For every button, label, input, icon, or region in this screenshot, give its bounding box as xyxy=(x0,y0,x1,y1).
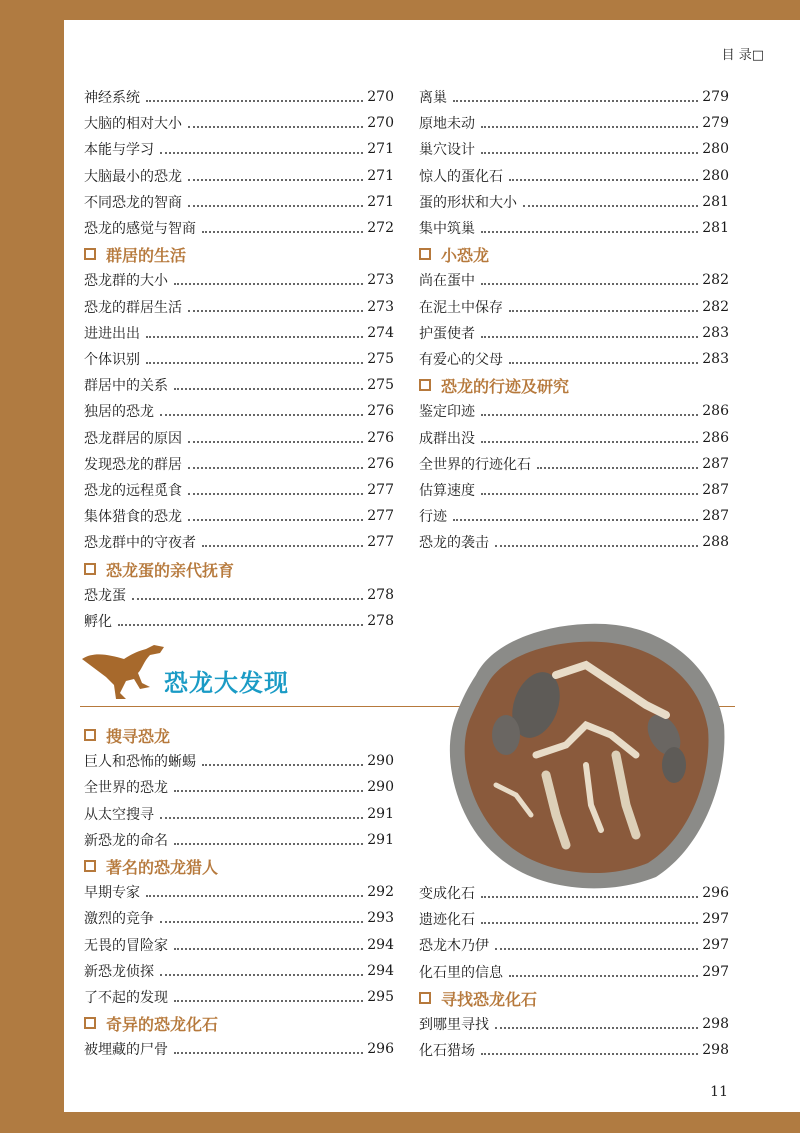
toc-entry-page: 270 xyxy=(367,115,394,131)
toc-entry[interactable] xyxy=(84,136,394,162)
toc-entry-page: 276 xyxy=(367,430,394,446)
section-title: 小恐龙 xyxy=(441,245,490,265)
toc-entry-page: 278 xyxy=(367,613,394,629)
toc-entry-title: 大脑的相对大小 xyxy=(84,116,182,132)
dot-leader xyxy=(174,999,363,1002)
dot-leader xyxy=(160,920,363,923)
toc-section-heading xyxy=(419,372,569,398)
toc-entry-page: 274 xyxy=(367,325,394,341)
toc-entry-title: 化石里的信息 xyxy=(419,965,503,981)
toc-entry[interactable] xyxy=(419,398,729,424)
toc-page xyxy=(64,20,800,1112)
toc-entry[interactable] xyxy=(84,425,394,451)
dot-leader xyxy=(188,492,363,495)
section-title: 恐龙的行迹及研究 xyxy=(441,376,570,396)
toc-entry[interactable] xyxy=(84,1036,394,1062)
toc-entry[interactable] xyxy=(84,748,394,774)
toc-entry[interactable] xyxy=(419,163,729,189)
toc-entry[interactable] xyxy=(419,267,729,293)
toc-entry[interactable] xyxy=(84,503,394,529)
dot-leader xyxy=(202,763,363,766)
dot-leader xyxy=(481,921,698,924)
toc-entry-page: 271 xyxy=(367,141,394,157)
section-box-icon xyxy=(84,1017,96,1029)
toc-entry-page: 279 xyxy=(702,115,729,131)
dot-leader xyxy=(481,335,698,338)
toc-entry-page: 297 xyxy=(702,911,729,927)
toc-entry-page: 292 xyxy=(367,884,394,900)
dot-leader xyxy=(495,1026,698,1029)
toc-entry-title: 发现恐龙的群居 xyxy=(84,457,182,473)
toc-entry-title: 全世界的行迹化石 xyxy=(419,457,531,473)
toc-entry-page: 271 xyxy=(367,194,394,210)
toc-entry[interactable] xyxy=(419,451,729,477)
toc-entry-title: 成群出没 xyxy=(419,431,475,447)
toc-entry[interactable] xyxy=(84,320,394,346)
toc-entry-page: 271 xyxy=(367,168,394,184)
toc-entry[interactable] xyxy=(419,1037,729,1063)
toc-entry-title: 有爱心的父母 xyxy=(419,352,503,368)
toc-entry[interactable] xyxy=(84,827,394,853)
section-box-icon xyxy=(84,248,96,260)
toc-entry-title: 独居的恐龙 xyxy=(84,404,154,420)
toc-entry-page: 294 xyxy=(367,963,394,979)
dot-leader xyxy=(160,151,363,154)
toc-entry-page: 280 xyxy=(702,168,729,184)
toc-entry-page: 288 xyxy=(702,534,729,550)
page-header: 目 录□ xyxy=(721,48,764,63)
toc-entry[interactable] xyxy=(84,801,394,827)
dot-leader xyxy=(174,387,363,390)
dot-leader xyxy=(509,361,698,364)
toc-entry-page: 287 xyxy=(702,456,729,472)
toc-entry[interactable] xyxy=(419,503,729,529)
toc-entry[interactable] xyxy=(84,267,394,293)
toc-entry-page: 286 xyxy=(702,430,729,446)
dot-leader xyxy=(174,789,363,792)
toc-entry-title: 原地未动 xyxy=(419,116,475,132)
dot-leader xyxy=(481,151,698,154)
fossil-nest-photo xyxy=(436,615,728,897)
toc-entry[interactable] xyxy=(84,879,394,905)
dot-leader xyxy=(495,947,698,950)
toc-entry-page: 277 xyxy=(367,508,394,524)
toc-entry[interactable] xyxy=(419,959,729,985)
toc-entry-title: 巨人和恐怖的蜥蜴 xyxy=(84,754,196,770)
dot-leader xyxy=(146,361,363,364)
toc-entry-title: 化石猎场 xyxy=(419,1043,475,1059)
toc-entry-title: 蛋的形状和大小 xyxy=(419,195,517,211)
dot-leader xyxy=(174,1051,363,1054)
toc-entry-title: 恐龙群的大小 xyxy=(84,273,168,289)
toc-entry-title: 估算速度 xyxy=(419,483,475,499)
toc-entry[interactable] xyxy=(419,1011,729,1037)
dot-leader xyxy=(481,230,698,233)
toc-entry-page: 291 xyxy=(367,832,394,848)
toc-entry[interactable] xyxy=(419,110,729,136)
toc-entry-page: 283 xyxy=(702,325,729,341)
toc-entry-page: 273 xyxy=(367,272,394,288)
dot-leader xyxy=(118,623,363,626)
toc-entry[interactable] xyxy=(419,906,729,932)
toc-entry-page: 287 xyxy=(702,508,729,524)
part-title: 恐龙大发现 xyxy=(164,669,289,697)
toc-entry-page: 293 xyxy=(367,910,394,926)
section-box-icon xyxy=(419,248,431,260)
dot-leader xyxy=(188,178,363,181)
toc-entry-title: 变成化石 xyxy=(419,886,475,902)
toc-section-heading xyxy=(84,556,234,582)
toc-entry-title: 恐龙的感觉与智商 xyxy=(84,221,196,237)
dot-leader xyxy=(481,282,698,285)
dot-leader xyxy=(174,282,363,285)
toc-entry[interactable] xyxy=(84,905,394,931)
toc-entry-title: 孵化 xyxy=(84,614,112,630)
toc-entry-page: 287 xyxy=(702,482,729,498)
section-box-icon xyxy=(419,992,431,1004)
dot-leader xyxy=(495,544,698,547)
toc-entry-title: 恐龙的袭击 xyxy=(419,535,489,551)
toc-entry-page: 279 xyxy=(702,89,729,105)
dot-leader xyxy=(202,230,363,233)
toc-entry-page: 277 xyxy=(367,534,394,550)
section-box-icon xyxy=(419,379,431,391)
dot-leader xyxy=(481,125,698,128)
toc-entry[interactable] xyxy=(84,529,394,555)
toc-entry[interactable] xyxy=(419,189,729,215)
toc-entry[interactable] xyxy=(84,608,394,634)
toc-entry-title: 神经系统 xyxy=(84,90,140,106)
toc-entry-page: 281 xyxy=(702,220,729,236)
dot-leader xyxy=(537,466,698,469)
toc-entry[interactable] xyxy=(419,932,729,958)
toc-entry-page: 276 xyxy=(367,403,394,419)
toc-entry-title: 了不起的发现 xyxy=(84,990,168,1006)
toc-entry[interactable] xyxy=(419,215,729,241)
toc-entry-page: 275 xyxy=(367,377,394,393)
toc-entry-title: 本能与学习 xyxy=(84,142,154,158)
toc-entry-page: 295 xyxy=(367,989,394,1005)
toc-section-heading xyxy=(84,1010,218,1036)
toc-entry-title: 恐龙的远程觅食 xyxy=(84,483,182,499)
section-title: 搜寻恐龙 xyxy=(106,726,171,746)
toc-entry[interactable] xyxy=(419,477,729,503)
toc-entry-title: 集中筑巢 xyxy=(419,221,475,237)
toc-entry-title: 激烈的竞争 xyxy=(84,911,154,927)
toc-entry[interactable] xyxy=(419,346,729,372)
page-number: 11 xyxy=(710,1084,728,1100)
toc-entry-page: 272 xyxy=(367,220,394,236)
toc-entry-title: 在泥土中保存 xyxy=(419,300,503,316)
toc-entry[interactable] xyxy=(84,984,394,1010)
toc-entry[interactable] xyxy=(84,932,394,958)
toc-entry-title: 行迹 xyxy=(419,509,447,525)
dot-leader xyxy=(509,178,698,181)
toc-section-heading xyxy=(419,985,537,1011)
toc-entry-title: 恐龙蛋 xyxy=(84,588,126,604)
toc-entry[interactable] xyxy=(84,189,394,215)
dot-leader xyxy=(188,440,363,443)
dot-leader xyxy=(160,973,363,976)
toc-entry[interactable] xyxy=(84,294,394,320)
toc-entry-title: 恐龙木乃伊 xyxy=(419,938,489,954)
dot-leader xyxy=(453,99,698,102)
toc-entry-title: 到哪里寻找 xyxy=(419,1017,489,1033)
dot-leader xyxy=(174,947,363,950)
toc-entry-title: 全世界的恐龙 xyxy=(84,780,168,796)
dot-leader xyxy=(188,466,363,469)
toc-entry-title: 进进出出 xyxy=(84,326,140,342)
toc-entry[interactable] xyxy=(419,425,729,451)
toc-section-heading xyxy=(419,241,489,267)
toc-entry[interactable] xyxy=(419,529,729,555)
toc-entry-page: 296 xyxy=(702,885,729,901)
dot-leader xyxy=(481,895,698,898)
toc-entry[interactable] xyxy=(84,958,394,984)
dot-leader xyxy=(481,1052,698,1055)
section-title: 群居的生活 xyxy=(106,245,187,265)
section-box-icon xyxy=(84,729,96,741)
toc-entry-title: 恐龙的群居生活 xyxy=(84,300,182,316)
toc-entry-page: 296 xyxy=(367,1041,394,1057)
toc-entry-page: 290 xyxy=(367,779,394,795)
section-title: 恐龙蛋的亲代抚育 xyxy=(106,560,235,580)
dot-leader xyxy=(132,597,363,600)
dot-leader xyxy=(174,842,363,845)
toc-entry-page: 281 xyxy=(702,194,729,210)
toc-entry[interactable] xyxy=(84,163,394,189)
toc-entry[interactable] xyxy=(419,136,729,162)
dot-leader xyxy=(146,335,363,338)
toc-entry-title: 惊人的蛋化石 xyxy=(419,169,503,185)
dot-leader xyxy=(160,413,363,416)
toc-entry-page: 275 xyxy=(367,351,394,367)
toc-entry-page: 291 xyxy=(367,806,394,822)
toc-entry-page: 282 xyxy=(702,299,729,315)
toc-entry-page: 286 xyxy=(702,403,729,419)
toc-entry[interactable] xyxy=(84,451,394,477)
section-title: 奇异的恐龙化石 xyxy=(106,1014,219,1034)
toc-entry-title: 遗迹化石 xyxy=(419,912,475,928)
dot-leader xyxy=(146,99,363,102)
toc-entry-title: 个体识别 xyxy=(84,352,140,368)
toc-entry-title: 新恐龙的命名 xyxy=(84,833,168,849)
toc-entry-page: 298 xyxy=(702,1016,729,1032)
toc-entry-title: 离巢 xyxy=(419,90,447,106)
toc-entry[interactable] xyxy=(84,398,394,424)
toc-entry[interactable] xyxy=(419,880,729,906)
toc-entry-title: 护蛋使者 xyxy=(419,326,475,342)
section-title: 寻找恐龙化石 xyxy=(441,989,538,1009)
toc-entry-title: 尚在蛋中 xyxy=(419,273,475,289)
dot-leader xyxy=(202,544,363,547)
toc-entry[interactable] xyxy=(84,372,394,398)
toc-entry-title: 从太空搜寻 xyxy=(84,807,154,823)
toc-entry[interactable] xyxy=(84,774,394,800)
toc-section-heading xyxy=(84,853,218,879)
dot-leader xyxy=(188,125,363,128)
dot-leader xyxy=(146,894,363,897)
toc-entry[interactable] xyxy=(419,84,729,110)
toc-entry-page: 280 xyxy=(702,141,729,157)
toc-entry-page: 298 xyxy=(702,1042,729,1058)
toc-entry-page: 270 xyxy=(367,89,394,105)
toc-entry-page: 283 xyxy=(702,351,729,367)
dinosaur-silhouette-icon xyxy=(80,637,166,707)
toc-section-heading xyxy=(84,722,170,748)
section-box-icon xyxy=(84,563,96,575)
toc-entry[interactable] xyxy=(419,320,729,346)
toc-entry-title: 巢穴设计 xyxy=(419,142,475,158)
toc-entry-title: 恐龙群中的守夜者 xyxy=(84,535,196,551)
toc-entry-title: 集体猎食的恐龙 xyxy=(84,509,182,525)
dot-leader xyxy=(188,309,363,312)
toc-entry-page: 290 xyxy=(367,753,394,769)
dot-leader xyxy=(160,816,363,819)
toc-entry[interactable] xyxy=(84,477,394,503)
toc-entry-title: 鉴定印迹 xyxy=(419,404,475,420)
toc-entry-title: 新恐龙侦探 xyxy=(84,964,154,980)
dot-leader xyxy=(453,518,698,521)
toc-entry-page: 297 xyxy=(702,964,729,980)
dot-leader xyxy=(509,974,698,977)
toc-entry-page: 273 xyxy=(367,299,394,315)
toc-entry-page: 297 xyxy=(702,937,729,953)
toc-entry-page: 277 xyxy=(367,482,394,498)
toc-entry[interactable] xyxy=(84,582,394,608)
toc-entry[interactable] xyxy=(419,294,729,320)
dot-leader xyxy=(481,492,698,495)
dot-leader xyxy=(509,309,698,312)
toc-entry-title: 不同恐龙的智商 xyxy=(84,195,182,211)
toc-entry-page: 278 xyxy=(367,587,394,603)
toc-entry-page: 282 xyxy=(702,272,729,288)
toc-entry-title: 群居中的关系 xyxy=(84,378,168,394)
toc-entry[interactable] xyxy=(84,110,394,136)
toc-entry[interactable] xyxy=(84,346,394,372)
toc-entry-title: 恐龙群居的原因 xyxy=(84,431,182,447)
toc-entry-title: 大脑最小的恐龙 xyxy=(84,169,182,185)
toc-entry[interactable] xyxy=(84,84,394,110)
toc-entry-page: 294 xyxy=(367,937,394,953)
toc-section-heading xyxy=(84,241,186,267)
toc-entry-title: 被埋藏的尸骨 xyxy=(84,1042,168,1058)
dot-leader xyxy=(188,518,363,521)
dot-leader xyxy=(523,204,698,207)
toc-entry-page: 276 xyxy=(367,456,394,472)
dot-leader xyxy=(188,204,363,207)
toc-entry-title: 无畏的冒险家 xyxy=(84,938,168,954)
dot-leader xyxy=(481,440,698,443)
dot-leader xyxy=(481,413,698,416)
section-title: 著名的恐龙猎人 xyxy=(106,857,219,877)
section-box-icon xyxy=(84,860,96,872)
toc-entry-title: 早期专家 xyxy=(84,885,140,901)
toc-entry[interactable] xyxy=(84,215,394,241)
